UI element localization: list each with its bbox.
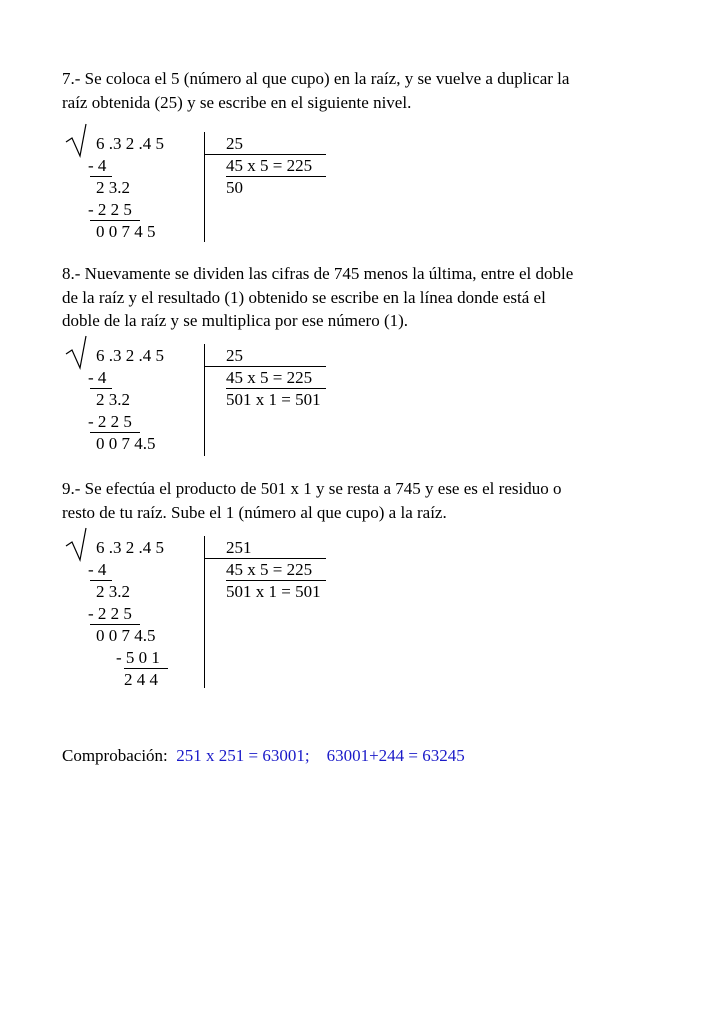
work-row: 45 x 5 = 225 bbox=[226, 368, 313, 387]
remainder-row: 2 3.2 bbox=[96, 582, 130, 601]
root-underline bbox=[204, 154, 326, 155]
subtraction-row: - 4 bbox=[88, 368, 107, 387]
radicand: 6 .3 2 .4 5 bbox=[96, 346, 164, 365]
remainder-row: 0 0 7 4 5 bbox=[96, 222, 156, 241]
root-underline bbox=[204, 558, 326, 559]
remainder-row: 0 0 7 4.5 bbox=[96, 626, 156, 645]
step9-line-2: resto de tu raíz. Sube el 1 (número al que cupo) a la raíz. bbox=[62, 502, 447, 522]
work-row: 45 x 5 = 225 bbox=[226, 560, 313, 579]
subtraction-rule bbox=[90, 176, 112, 177]
remainder-row: 0 0 7 4.5 bbox=[96, 434, 156, 453]
subtraction-rule bbox=[90, 580, 112, 581]
subtraction-rule bbox=[124, 668, 168, 669]
final-remainder: 2 4 4 bbox=[124, 670, 158, 689]
subtraction-row: - 4 bbox=[88, 156, 107, 175]
subtraction-row: - 5 0 1 bbox=[116, 648, 160, 667]
work-underline bbox=[226, 176, 326, 177]
subtraction-row: - 2 2 5 bbox=[88, 200, 132, 219]
step7-explanation bbox=[62, 67, 662, 114]
divider-line bbox=[204, 344, 205, 456]
verification-line bbox=[62, 745, 465, 767]
radical-sign-icon bbox=[66, 528, 96, 562]
step8-explanation bbox=[62, 262, 662, 333]
remainder-row: 2 3.2 bbox=[96, 178, 130, 197]
step8-line-2: de la raíz y el resultado (1) obtenido se escribe en la línea donde está el bbox=[62, 287, 546, 307]
work-row: 501 x 1 = 501 bbox=[226, 390, 321, 409]
step9-square-root-layout bbox=[62, 526, 362, 691]
work-underline bbox=[226, 580, 326, 581]
step7-line-2: raíz obtenida (25) y se escribe en el siguiente nivel. bbox=[62, 92, 412, 112]
subtraction-row: - 2 2 5 bbox=[88, 412, 132, 431]
work-row: 50 bbox=[226, 178, 243, 197]
step8-line-3: doble de la raíz y se multiplica por ese número (1). bbox=[62, 311, 409, 330]
radical-sign-icon bbox=[66, 336, 96, 370]
root-underline bbox=[204, 366, 326, 367]
verification-product: 251 x 251 = 63001; bbox=[176, 746, 310, 765]
root-value: 25 bbox=[226, 346, 243, 365]
radical-sign-icon bbox=[66, 124, 96, 158]
step9-line-1: 9.- Se efectúa el producto de 501 x 1 y se resta a 745 y ese es el residuo o bbox=[62, 479, 562, 498]
root-value: 25 bbox=[226, 134, 243, 153]
subtraction-rule bbox=[90, 220, 140, 221]
work-row: 501 x 1 = 501 bbox=[226, 582, 321, 601]
subtraction-rule bbox=[90, 388, 112, 389]
work-row: 45 x 5 = 225 bbox=[226, 156, 313, 175]
step7-square-root-layout bbox=[62, 122, 362, 242]
subtraction-row: - 2 2 5 bbox=[88, 604, 132, 623]
divider-line bbox=[204, 132, 205, 242]
root-value: 251 bbox=[226, 538, 252, 557]
subtraction-rule bbox=[90, 624, 140, 625]
subtraction-rule bbox=[90, 432, 140, 433]
verification-sum: 63001+244 = 63245 bbox=[326, 746, 465, 765]
verification-label: Comprobación: bbox=[62, 746, 168, 765]
step8-line-1: 8.- Nuevamente se dividen las cifras de 745 menos la última, entre el doble bbox=[62, 264, 574, 283]
step9-explanation bbox=[62, 477, 662, 524]
remainder-row: 2 3.2 bbox=[96, 390, 130, 409]
work-underline bbox=[226, 388, 326, 389]
step8-square-root-layout bbox=[62, 334, 362, 456]
step7-line-1: 7.- Se coloca el 5 (número al que cupo) en la raíz, y se vuelve a duplicar la bbox=[62, 69, 570, 88]
subtraction-row: - 4 bbox=[88, 560, 107, 579]
radicand: 6 .3 2 .4 5 bbox=[96, 134, 164, 153]
radicand: 6 .3 2 .4 5 bbox=[96, 538, 164, 557]
